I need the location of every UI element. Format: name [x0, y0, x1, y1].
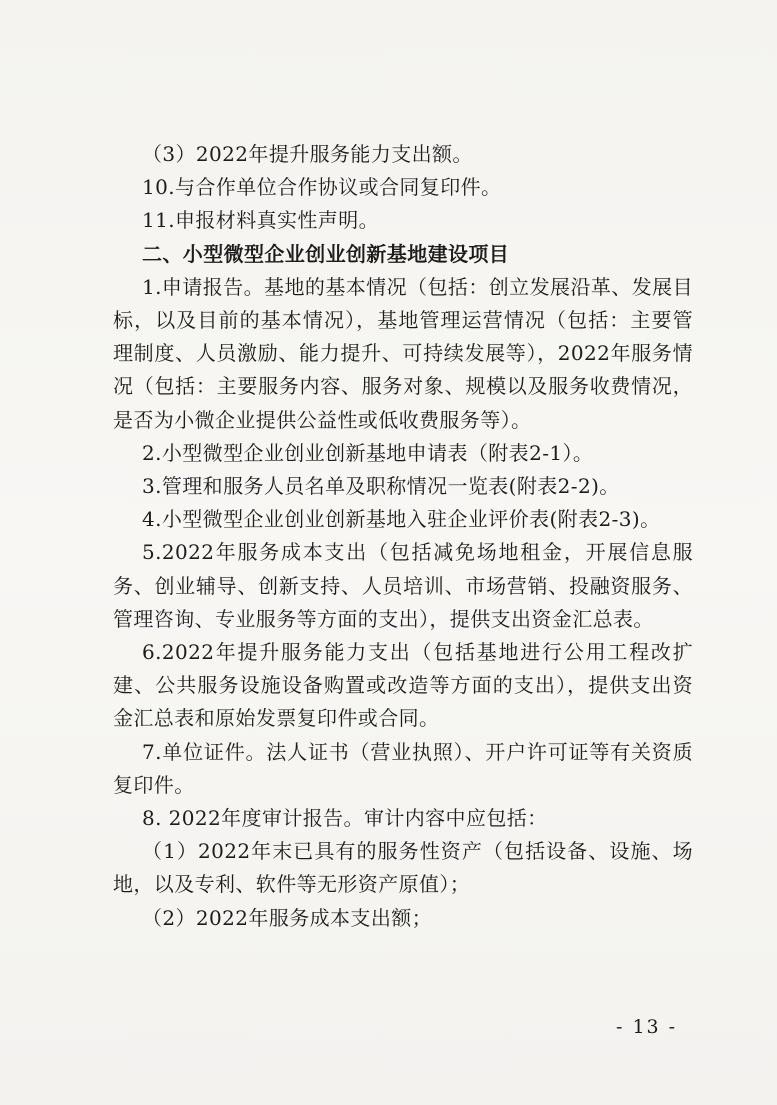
document-body: [113, 138, 693, 935]
paragraph-staff-list: 3.管理和服务人员名单及职称情况一览表(附表2-2)。: [142, 474, 620, 499]
paragraph-capacity-expense: 6.2022年提升服务能力支出（包括基地进行公用工程改扩建、公共服务设施设备购置或改造等方面的支出），提供支出资金汇总表和原始发票复印件或合同。: [113, 640, 693, 731]
paragraph-application-form: 2.小型微型企业创业创新基地申请表（附表2-1）。: [142, 440, 594, 465]
paragraph-certificates: 7.单位证件。法人证书（营业执照）、开户许可证等有关资质复印件。: [113, 739, 693, 797]
paragraph-evaluation-form: 4.小型微型企业创业创新基地入驻企业评价表(附表2-3)。: [142, 507, 661, 532]
paragraph-service-cost: 5.2022年服务成本支出（包括减免场地租金，开展信息服务、创业辅导、创新支持、人员培训、市场营销、投融资服务、管理咨询、专业服务等方面的支出），提供支出资金汇总表。: [113, 540, 693, 631]
paragraph-audit-item-2: （2）2022年服务成本支出额；: [142, 905, 433, 930]
page-number: - 13 -: [616, 1016, 678, 1038]
paragraph-application-report: 1.申请报告。基地的基本情况（包括：创立发展沿革、发展目标，以及目前的基本情况），基地管理运营情况（包括：主要管理制度、人员激励、能力提升、可持续发展等），2022年服务情况（包括：主要服务内容、服务对象、规模以及服务收费情况，是否为小微企业提供公益性或低收费服务等）。: [113, 274, 693, 432]
paragraph-audit-item-1: （1）2022年末已具有的服务性资产（包括设备、设施、场地，以及专利、软件等无形资产原值）；: [113, 839, 693, 897]
paragraph-item-11: 11.申报材料真实性声明。: [142, 208, 380, 233]
paragraph-item-3: （3）2022年提升服务能力支出额。: [142, 142, 473, 166]
section-heading: 二、小型微型企业创业创新基地建设项目: [142, 241, 510, 266]
paragraph-audit-report: 8. 2022年度审计报告。审计内容中应包括：: [142, 806, 548, 831]
paragraph-item-10: 10.与合作单位合作协议或合同复印件。: [142, 175, 502, 200]
